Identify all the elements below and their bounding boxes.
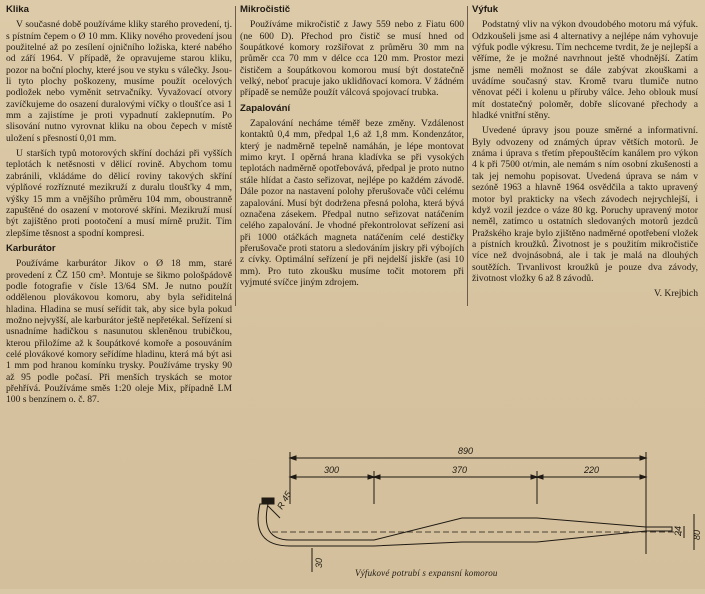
column-2 bbox=[240, 4, 464, 292]
dim-total: 890 bbox=[458, 446, 474, 456]
dim-outlet-diameter: 24 bbox=[673, 525, 683, 536]
heading-mikrocistic: Mikročistič bbox=[240, 4, 291, 15]
column-rule-2 bbox=[467, 6, 468, 306]
dim-radius: R 45 bbox=[275, 489, 294, 511]
paragraph: V současné době používáme kliky starého provedení, tj. s pístním čepem o Ø 10 mm. Kliky nového provedení jsou použitelné až po zesílení ojničního ložiska, které nabého od září 1964. V případě, že opravujeme starou kliku, pozor na boční plochy, které jsou ve styku s válečky. Jsou-li tyto plochy poškozeny, musíme použít ocelových podložek nebo vyměnit setrvačníky. Vyvažovací otvory zavíčkujeme do osazení duralovými víčky o tloušťce asi 1 mm a zajistíme je proti vypadnutí zaklepnutím. Po slisování nutno vyrovnat kliku na obou čepech v místě uložení s přesností 0,01 mm. bbox=[6, 19, 232, 144]
heading-vyfuk: Výfuk bbox=[472, 4, 499, 15]
diagram-caption: Výfukové potrubí s expansní komorou bbox=[355, 568, 498, 578]
heading-karburator: Karburátor bbox=[6, 242, 56, 254]
heading-zapalovani: Zapalování bbox=[240, 102, 291, 114]
paragraph: Podstatný vliv na výkon dvoudobého motoru má výfuk. Odzkoušeli jsme asi 4 alternativy a nejlépe nám vyhovuje výfuk podle výkresu. Tím nechceme tvrdit, že je nejlepší a věříme, že je možné navrhnout ještě vhodnější. Zatím jsme neměli možnost se dále zabývat zkouškami a uvádíme současný stav. Kromě tvaru tlumiče nutno věnovat péči i kolenu u příruby válce. Jeho oblouk musí mít dostatečný poloměr, dobře slícované přechody a hladké vnitřní stěny. bbox=[472, 19, 698, 122]
exhaust-pipe-outline bbox=[258, 504, 672, 546]
paragraph: Používáme karburátor Jikov o Ø 18 mm, staré provedení z ČZ 150 cm³. Montuje se šikmo pološpádově podle fotografie v čísle 13/64 SM. Je nutno použít oddělenou plovákovou komoru, aby byla seřiditelná hladina. Hladina se musí seřídit tak, aby sice byla pokud možno nejvyšší, ale karburátor ještě nepřetékal. Seřízení si usnadníme hadičkou s nasunutou skleněnou trubičkou, kterou přiložíme až k šoupátkové komoře a posouváním celé plovákové komory seřídíme hladinu, která má být asi 1 mm pod hranou komínku trysky. Používáme trysky 90 až 95 podle počasí. Při menších tryskách se motor přehřívá. Používáme směs 1:20 oleje Mix, případně LM 100 s benzínem o. č. 87. bbox=[6, 258, 232, 406]
dim-max-diameter: 80 bbox=[692, 529, 702, 540]
column-3 bbox=[472, 4, 698, 300]
author-signature: V. Krejbich bbox=[653, 288, 698, 300]
column-1 bbox=[6, 4, 232, 410]
paragraph: Uvedené úpravy jsou pouze směrné a informativní. Byly odvozeny od známých úprav větších motorů. Je známa i úprava s třetím přepouštěcím kanálem pro výkon 4 k při 7500 ot/min, ale nemám s ním osobní zkušenosti a tak jej nemohu popisovat. Uvedená úprava se nám v sezóně 1963 a hlavně 1964 osvědčila a takto upravený motor byl prakticky na všech závodech nejrychlejší, i když vozil jezdce o váze 80 kg. Poruchy upravený motor neměl, zatímco u ostatních sledovaných motorů jezdců Pražského kraje bylo zjištěno nadměrné opotřebení vložek a pístních kroužků. Životnost je s použitím mikročističe více než dvojnásobná, ale i tak je malá na dlouhých soutěžích. Trvanlivost kroužků je pouze dva závody, životnost vložky 6 až 8 závodů. bbox=[472, 125, 698, 284]
paragraph: Používáme mikročistič z Jawy 559 nebo z Fiatu 600 (ne 600 D). Přechod pro čistič se musí hned od šoupátkové komory rozšiřovat z průměru 30 mm na průměr cca 70 mm v délce cca 120 mm. Prostor mezi čističem a šoupátkovou komorou musí být dostatečně velký, neboť pracuje jako uklidňovací komora. V žádném případě se nemůže použít válcová spojovací trubka. bbox=[240, 19, 464, 99]
paragraph: Zapalování necháme téměř beze změny. Vzdálenost kontaktů 0,4 mm, předpal 1,6 až 1,8 mm. Kondenzátor, který je nadměrně tepelně namáhán, je lépe montovat mimo kryt. I opěrná hrana kladívka se při vysokých teplotách nadměrně opotřebovává, předpal je proto nutno stále hlídat a často seřizovat, nejlépe po každém závodě. Dále pozor na nastavení polohy přerušovače vůči celému zapalování. Musí být dodržena přesná poloha, která bývá označena zásekem. Předpal nutno seřizovat natáčením celého zapalování. Je vhodné překontrolovat seřízení asi při 1000 otáčkách magneta natáčením celé destičky přerušovače proti statoru a sledováním jiskry při výbojích z cívky. Optimální seřízení je při nejdelší jiskře (asi 10 mm). Pro tuto zkoušku musíme točit motorem při vyjmuté svíčce jiným zdrojem. bbox=[240, 118, 464, 288]
dim-section-a: 300 bbox=[324, 465, 340, 475]
dim-pipe-diameter: 30 bbox=[314, 557, 324, 568]
heading-klika: Klika bbox=[6, 4, 29, 15]
dim-section-b: 370 bbox=[452, 465, 468, 475]
paragraph: U starších typů motorových skříní docházi při vyšších teplotách k netěsnosti v dělicí rovině. Abychom tomu zabránili, vkládáme do dělicí roviny takových skříní výplňové rozříznuté mezikruží z duralu tloušťky 4 mm, výšky 15 mm a vnějšího průměru 104 mm, oboustranně zapuštěné do osazení v motorové skříni. Mezikruží musí být zajištěno proti pootočení a musí mírně pružit. Tím zlepšíme těsnost a spodní kompresi. bbox=[6, 148, 232, 239]
dim-section-c: 220 bbox=[584, 465, 600, 475]
column-rule-1 bbox=[235, 6, 236, 306]
